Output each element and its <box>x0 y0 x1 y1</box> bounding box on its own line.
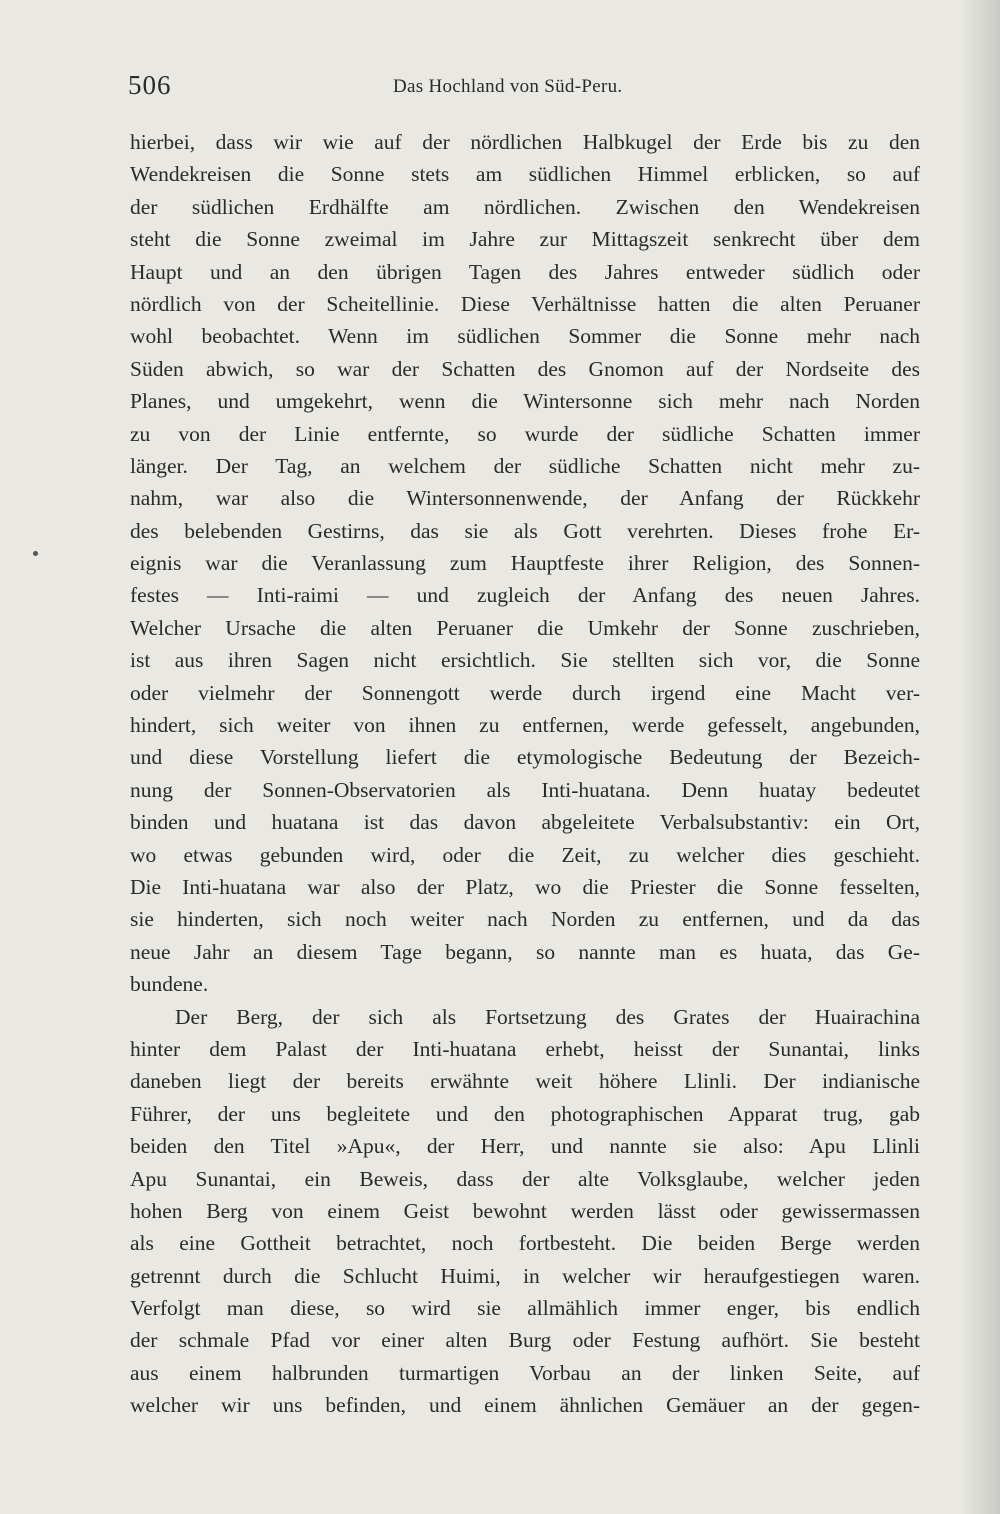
text-line: hierbei, dass wir wie auf der nördlichen Halbkugel der Erde bis zu den <box>130 130 920 154</box>
text-line: Planes, und umgekehrt, wenn die Wintersonne sich mehr nach Norden <box>130 389 920 414</box>
text-line: aus einem halbrunden turmartigen Vorbau an der linken Seite, auf <box>130 1360 920 1385</box>
text-line: steht die Sonne zweimal im Jahre zur Mittagszeit senkrecht über dem <box>130 227 920 252</box>
page-number: 506 <box>128 70 172 100</box>
text-line: Die Inti-huatana war also der Platz, wo die Priester die Sonne fesselten, <box>130 874 920 899</box>
text-line: Apu Sunantai, ein Beweis, dass der alte Volksglaube, welcher jeden <box>130 1166 920 1191</box>
text-line: nung der Sonnen-Observatorien als Inti-huatana. Denn huatay bedeutet <box>130 777 920 802</box>
running-title: Das Hochland von Süd-Peru. <box>393 76 623 97</box>
text-line: ist aus ihren Sagen nicht ersichtlich. Sie stellten sich vor, die Sonne <box>130 648 920 673</box>
text-line: nördlich von der Scheitellinie. Diese Verhältnisse hatten die alten Peruaner <box>130 291 920 316</box>
text-line: länger. Der Tag, an welchem der südliche Schatten nicht mehr zu- <box>130 453 920 478</box>
body-text <box>130 126 920 1422</box>
text-line: Der Berg, der sich als Fortsetzung des Grates der Huairachina <box>175 1004 920 1029</box>
text-line: welcher wir uns befinden, und einem ähnlichen Gemäuer an der gegen- <box>130 1393 920 1418</box>
margin-mark <box>33 551 38 556</box>
page-edge-shadow <box>960 0 1000 1514</box>
text-line: als eine Gottheit betrachtet, noch fortbesteht. Die beiden Berge werden <box>130 1231 920 1256</box>
text-line: nahm, war also die Wintersonnenwende, der Anfang der Rückkehr <box>130 486 920 511</box>
text-line: wohl beobachtet. Wenn im südlichen Sommer die Sonne mehr nach <box>130 324 920 349</box>
text-line: Süden abwich, so war der Schatten des Gnomon auf der Nordseite des <box>130 356 920 381</box>
text-line: beiden den Titel »Apu«, der Herr, und nannte sie also: Apu Llinli <box>130 1134 920 1159</box>
text-line: oder vielmehr der Sonnengott werde durch irgend eine Macht ver- <box>130 680 920 705</box>
text-line: Verfolgt man diese, so wird sie allmählich immer enger, bis endlich <box>130 1296 920 1321</box>
text-line: Haupt und an den übrigen Tagen des Jahres entweder südlich oder <box>130 259 920 284</box>
text-line: Wendekreisen die Sonne stets am südlichen Himmel erblicken, so auf <box>130 162 920 187</box>
text-line: sie hinderten, sich noch weiter nach Norden zu entfernen, und da das <box>130 907 920 932</box>
text-line: der südlichen Erdhälfte am nördlichen. Zwischen den Wendekreisen <box>130 194 920 219</box>
text-line: des belebenden Gestirns, das sie als Gott verehrten. Dieses frohe Er- <box>130 518 920 543</box>
text-line: getrennt durch die Schlucht Huimi, in welcher wir heraufgestiegen waren. <box>130 1263 920 1288</box>
text-line: Führer, der uns begleitete und den photographischen Apparat trug, gab <box>130 1101 920 1126</box>
text-line: zu von der Linie entfernte, so wurde der südliche Schatten immer <box>130 421 920 446</box>
text-line: der schmale Pfad vor einer alten Burg oder Festung aufhört. Sie besteht <box>130 1328 920 1353</box>
text-line: bundene. <box>130 972 209 997</box>
text-line: Welcher Ursache die alten Peruaner die Umkehr der Sonne zuschrieben, <box>130 615 920 640</box>
text-line: neue Jahr an diesem Tage begann, so nannte man es huata, das Ge- <box>130 939 920 964</box>
text-line: und diese Vorstellung liefert die etymologische Bedeutung der Bezeich- <box>130 745 920 770</box>
text-line: hinter dem Palast der Inti-huatana erhebt, heisst der Sunantai, links <box>130 1036 920 1061</box>
text-line: eignis war die Veranlassung zum Hauptfeste ihrer Religion, des Sonnen- <box>130 551 920 576</box>
text-line: festes — Inti-raimi — und zugleich der Anfang des neuen Jahres. <box>130 583 920 608</box>
text-line: binden und huatana ist das davon abgeleitete Verbalsubstantiv: ein Ort, <box>130 810 920 835</box>
text-line: daneben liegt der bereits erwähnte weit höhere Llinli. Der indianische <box>130 1069 920 1094</box>
text-line: hohen Berg von einem Geist bewohnt werden lässt oder gewissermassen <box>130 1198 920 1223</box>
page-header <box>128 70 923 106</box>
text-line: wo etwas gebunden wird, oder die Zeit, zu welcher dies geschieht. <box>130 842 920 867</box>
text-line: hindert, sich weiter von ihnen zu entfernen, werde gefesselt, angebunden, <box>130 713 920 738</box>
